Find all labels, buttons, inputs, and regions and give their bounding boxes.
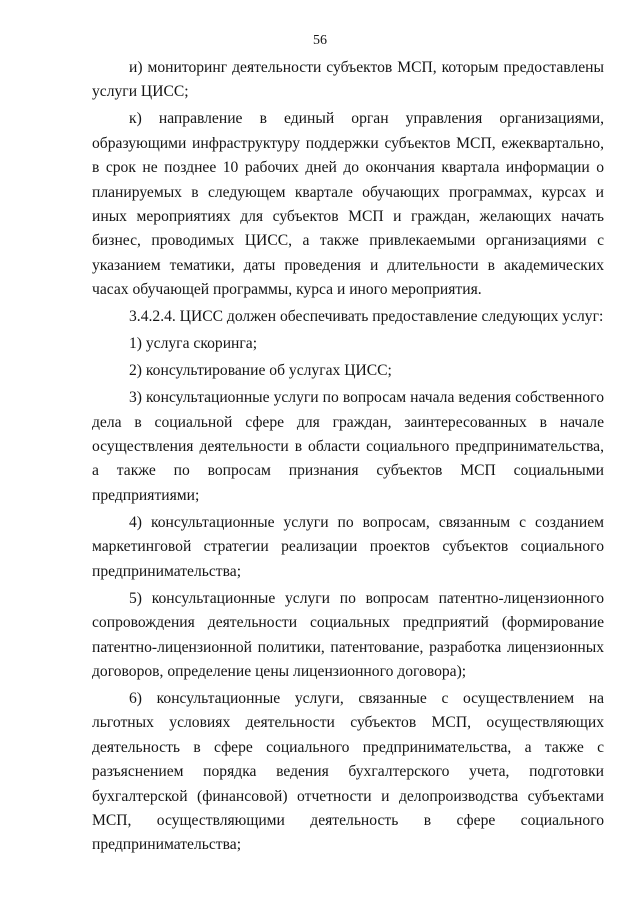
paragraph-item-i: и) мониторинг деятельности субъектов МСП, которым предоставлены услуги ЦИСС; — [92, 59, 604, 101]
paragraph-item-k: к) направление в единый орган управления организациями, образующими инфраструктуру поддержки субъектов МСП, ежеквартально, в срок не позднее 10 рабочих дней до окончания квартала информации о планируемых в следующем квартале обучающих программах, курсах и иных мероприятиях для субъектов МСП и граждан, желающих начать бизнес, проводимых ЦИСС, а также привлекаемыми организациями с указанием тематики, даты проведения и длительности в академических часах обучающей программы, курса и иного мероприятия. — [92, 110, 604, 299]
paragraph-service-6: 6) консультационные услуги, связанные с осуществлением на льготных условиях деятельности субъектов МСП, осуществляющих деятельность в сфере социального предпринимательства, а также с разъяснением порядка ведения бухгалтерского учета, подготовки бухгалтерской (финансовой) отчетности и делопроизводства субъектами МСП, осуществляющими деятельность в сфере социального предпринимательства; — [92, 689, 604, 854]
paragraph-service-1: 1) услуга скоринга; — [129, 335, 258, 353]
page-number: 56 — [313, 33, 327, 48]
paragraph-service-4: 4) консультационные услуги по вопросам, связанным с созданием маркетинговой стратегии реализации проектов субъектов социального предпринимательства; — [92, 513, 604, 580]
document-body — [92, 56, 604, 860]
paragraph-section-3-4-2-4: 3.4.2.4. ЦИСС должен обеспечивать предоставление следующих услуг: — [129, 308, 604, 326]
paragraph-service-5: 5) консультационные услуги по вопросам патентно-лицензионного сопровождения деятельности социальных предприятий (формирование патентно-лицензионной политики, патентование, разработка лицензионных договоров, определение цены лицензионного договора); — [92, 589, 604, 680]
paragraph-service-3: 3) консультационные услуги по вопросам начала ведения собственного дела в социальной сфере для граждан, заинтересованных в начале осуществления деятельности в области социального предпринимательства, а также по вопросам признания субъектов МСП социальными предприятиями; — [92, 389, 604, 504]
paragraph-service-2: 2) консультирование об услугах ЦИСС; — [129, 362, 392, 380]
